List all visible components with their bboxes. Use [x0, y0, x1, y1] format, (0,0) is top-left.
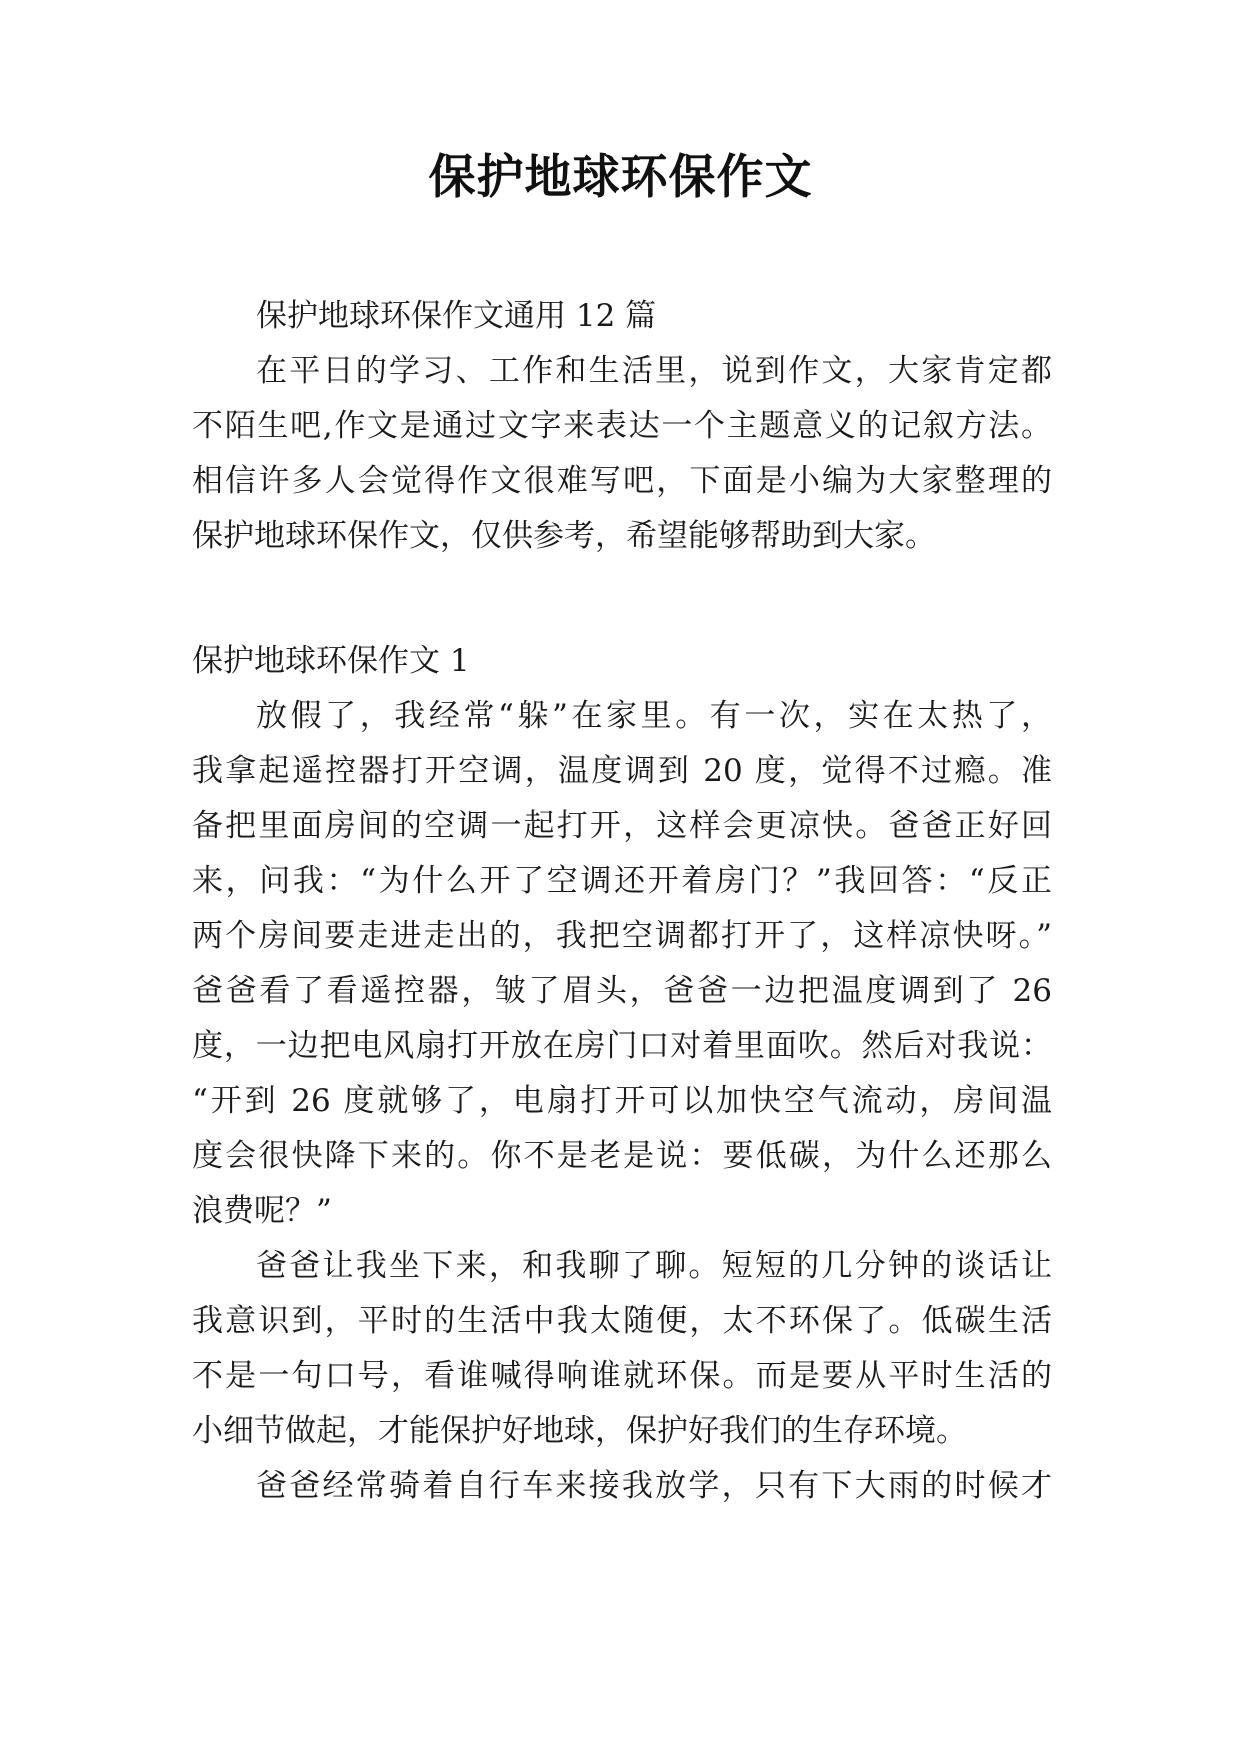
essay-line: 两个房间要走进走出的，我把空调都打开了，这样凉快呀。”	[192, 918, 1052, 954]
subtitle-text: 保护地球环保作文通用 12 篇	[256, 298, 657, 334]
essay-line: 爸爸看了看遥控器，皱了眉头，爸爸一边把温度调到了 26	[192, 973, 1052, 1009]
intro-line: 相信许多人会觉得作文很难写吧，下面是小编为大家整理的	[192, 463, 1052, 499]
intro-line: 保护地球环保作文，仅供参考，希望能够帮助到大家。	[192, 518, 936, 554]
essay-line: 度，一边把电风扇打开放在房门口对着里面吹。然后对我说：	[192, 1028, 1052, 1064]
essay-line: 来，问我：“为什么开了空调还开着房门？”我回答：“反正	[192, 863, 1052, 899]
intro-paragraph	[192, 344, 1052, 564]
intro-line: 在平日的学习、工作和生活里，说到作文，大家肯定都	[256, 353, 1052, 389]
essay-line: 爸爸让我坐下来，和我聊了聊。短短的几分钟的谈话让	[256, 1248, 1052, 1284]
section-heading-text: 保护地球环保作文 1	[192, 643, 470, 679]
essay-line: 备把里面房间的空调一起打开，这样会更凉快。爸爸正好回	[192, 808, 1052, 844]
essay-line: 度会很快降下来的。你不是老是说：要低碳，为什么还那么	[192, 1138, 1052, 1174]
document-title: 保护地球环保作文	[428, 150, 813, 205]
essay-line: 爸爸经常骑着自行车来接我放学，只有下大雨的时候才	[256, 1468, 1052, 1504]
essay-line: 我意识到，平时的生活中我太随便，太不环保了。低碳生活	[192, 1303, 1052, 1339]
section-heading	[192, 634, 1052, 689]
essay-line: 我拿起遥控器打开空调，温度调到 20 度，觉得不过瘾。准	[192, 753, 1052, 789]
essay-line: 放假了，我经常“躲”在家里。有一次，实在太热了，	[256, 698, 1052, 734]
essay-line: 浪费呢？”	[192, 1193, 332, 1229]
essay-line: 不是一句口号，看谁喊得响谁就环保。而是要从平时生活的	[192, 1358, 1052, 1394]
essay-line: 小细节做起，才能保护好地球，保护好我们的生存环境。	[192, 1413, 967, 1449]
intro-line: 不陌生吧,作文是通过文字来表达一个主题意义的记叙方法。	[192, 408, 1052, 444]
document-subtitle	[192, 289, 1052, 344]
essay-body	[192, 689, 1052, 1514]
essay-line: “开到 26 度就够了，电扇打开可以加快空气流动，房间温	[192, 1083, 1052, 1119]
